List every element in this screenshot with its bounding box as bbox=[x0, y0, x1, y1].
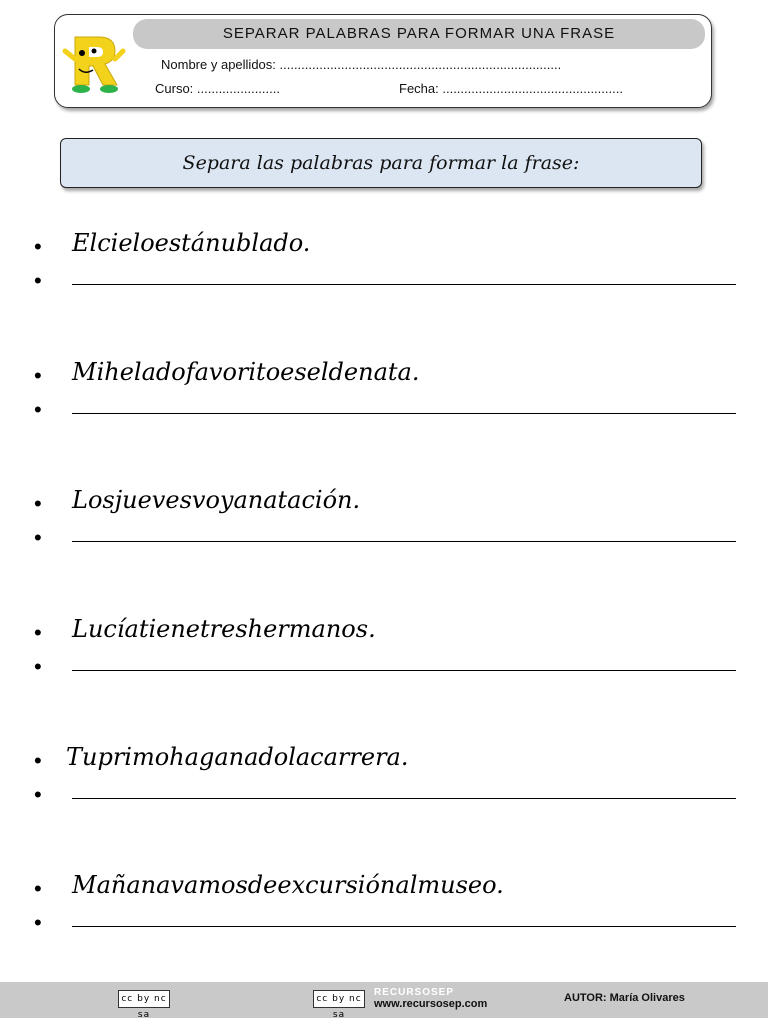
brand-name: RECURSOSEP bbox=[374, 987, 455, 998]
joined-sentence: Elcieloestánublado. bbox=[72, 229, 311, 257]
bullet: • bbox=[34, 363, 42, 388]
creative-commons-license-icon: cc by nc sa bbox=[118, 990, 170, 1008]
exercise-item bbox=[0, 870, 768, 950]
worksheet-header bbox=[54, 14, 712, 108]
bullet: • bbox=[34, 654, 42, 679]
course-field: Curso: ....................... bbox=[155, 81, 280, 96]
joined-sentence: Lucíatienetreshermanos. bbox=[72, 615, 376, 643]
answer-line[interactable] bbox=[72, 670, 736, 671]
bullet: • bbox=[34, 268, 42, 293]
joined-sentence: Losjuevesvoyanatación. bbox=[72, 486, 361, 514]
answer-line[interactable] bbox=[72, 413, 736, 414]
bullet: • bbox=[34, 910, 42, 935]
instruction-box: Separa las palabras para formar la frase: bbox=[60, 138, 702, 188]
bullet: • bbox=[34, 782, 42, 807]
worksheet-title: SEPARAR PALABRAS PARA FORMAR UNA FRASE bbox=[133, 19, 705, 49]
exercise-item bbox=[0, 228, 768, 308]
creative-commons-license-icon: cc by nc sa bbox=[313, 990, 365, 1008]
exercise-item bbox=[0, 614, 768, 694]
joined-sentence: Mañanavamosdeexcursiónalmuseo. bbox=[72, 871, 504, 899]
name-field: Nombre y apellidos: .............................................................................. bbox=[161, 57, 562, 72]
answer-line[interactable] bbox=[72, 798, 736, 799]
bullet: • bbox=[34, 397, 42, 422]
bullet: • bbox=[34, 620, 42, 645]
answer-line[interactable] bbox=[72, 284, 736, 285]
answer-line[interactable] bbox=[72, 541, 736, 542]
date-field: Fecha: .................................................. bbox=[399, 81, 623, 96]
letter-r-mascot-icon bbox=[61, 29, 127, 95]
bullet: • bbox=[34, 234, 42, 259]
bullet: • bbox=[34, 491, 42, 516]
joined-sentence: Miheladofavoritoeseldenata. bbox=[72, 358, 420, 386]
website-link[interactable]: www.recursosep.com bbox=[374, 998, 488, 1010]
exercise-item bbox=[0, 357, 768, 437]
page-footer bbox=[0, 982, 768, 1018]
bullet: • bbox=[34, 748, 42, 773]
bullet: • bbox=[34, 525, 42, 550]
exercise-item bbox=[0, 485, 768, 565]
bullet: • bbox=[34, 876, 42, 901]
joined-sentence: Tuprimohaganadolacarrera. bbox=[66, 743, 409, 771]
exercise-item bbox=[0, 742, 768, 822]
author-credit: AUTOR: María Olivares bbox=[564, 992, 685, 1004]
answer-line[interactable] bbox=[72, 926, 736, 927]
